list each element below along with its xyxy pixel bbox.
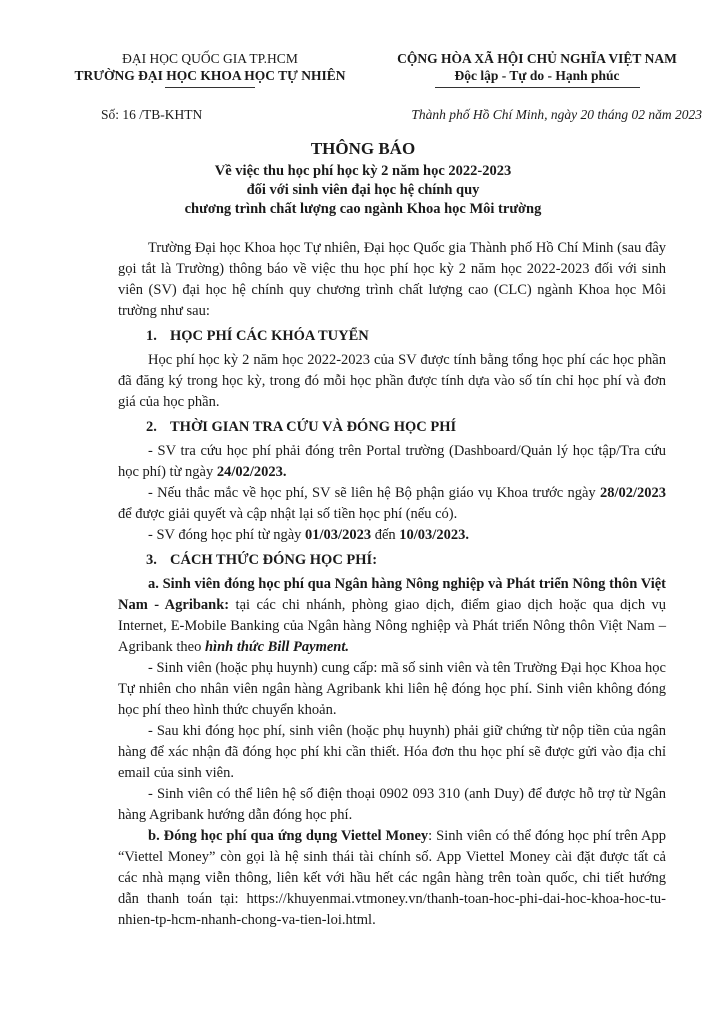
section-3b-title: b. Đóng học phí qua ứng dụng Viettel Money	[148, 828, 429, 844]
section-2-item-2-text: - Nếu thắc mắc về học phí, SV sẽ liên hệ Bộ phận giáo vụ Khoa trước ngày	[148, 485, 600, 501]
section-3-number: 3.	[146, 552, 157, 568]
section-1-paragraph: Học phí học kỳ 2 năm học 2022-2023 của SV được tính bằng tổng học phí các học phần đã đăng ký trong học kỳ, trong đó mỗi học phần được tính dựa vào số tín chỉ học phí và đơn giá của học phần.	[118, 352, 666, 410]
document-body	[118, 238, 666, 931]
section-3a-item-2: - Sau khi đóng học phí, sinh viên (hoặc phụ huynh) phải giữ chứng từ nộp tiền của ngân hàng để xác nhận đã đóng học phí khi cần thiết. Hóa đơn thu học phí sẽ được gửi vào địa chỉ email của sinh viên.	[118, 723, 666, 781]
section-1-title: HỌC PHÍ CÁC KHÓA TUYỂN	[170, 328, 369, 344]
section-2-item-3-mid: đến	[371, 527, 400, 543]
section-2-number: 2.	[146, 419, 157, 435]
section-3b-paragraph	[118, 826, 666, 931]
section-3b-text: : Sinh viên có thể đóng học phí trên App “Viettel Money” còn gọi là hệ sinh thái tài chính số. App Viettel Money cài đặt được tất cả các nhà mạng viễn thông, liên kết với hầu hết các ngân hàng trên toàn quốc, chi tiết hướng dẫn thanh toán tại: https://khuyenmai.vtmoney.vn/thanh-toan-hoc-phi-dai-hoc-khoa-hoc-tu-nhien-tp-hcm-nhanh-chong-va-tien-loi.html.	[118, 828, 666, 928]
section-2-item-3-from: 01/03/2023	[305, 527, 372, 543]
section-3a-item-3: - Sinh viên có thể liên hệ số điện thoại 0902 093 310 (anh Duy) để được hỗ trợ từ Ngân hàng Agribank hướng dẫn đóng học phí.	[118, 786, 666, 823]
section-2-item-1	[118, 441, 666, 483]
issuer-header	[60, 50, 360, 88]
section-3a-title: a. Sinh viên đóng học phí qua Ngân hàng Nông nghiệp và Phát triển Nông thôn Việt Nam - Agribank:	[118, 576, 666, 613]
national-title: CỘNG HÒA XÃ HỘI CHỦ NGHĨA VIỆT NAM	[397, 51, 677, 66]
title-main: THÔNG BÁO	[310, 139, 416, 158]
section-2-title: THỜI GIAN TRA CỨU VÀ ĐÓNG HỌC PHÍ	[170, 419, 457, 435]
intro-paragraph: Trường Đại học Khoa học Tự nhiên, Đại học Quốc gia Thành phố Hồ Chí Minh (sau đây gọi tắt là Trường) thông báo về việc thu học phí học kỳ 2 năm học 2022-2023 đối với sinh viên (SV) đại học hệ chính quy chương trình chất lượng cao (CLC) ngành Khoa học Môi trường như sau:	[118, 240, 666, 319]
document-title	[0, 138, 726, 219]
section-2-item-1-date: 24/02/2023.	[216, 464, 287, 480]
issuer-parent: ĐẠI HỌC QUỐC GIA TP.HCM	[122, 51, 298, 66]
issuer-underline	[165, 87, 255, 88]
title-line-3: chương trình chất lượng cao ngành Khoa học Môi trường	[184, 201, 542, 217]
motto-underline	[435, 87, 640, 88]
section-3-heading	[146, 550, 666, 571]
section-3a-item-1: - Sinh viên (hoặc phụ huynh) cung cấp: mã số sinh viên và tên Trường Đại học Khoa học Tự nhiên cho nhân viên ngân hàng Agribank khi liên hệ đóng học phí. Sinh viên không đóng học phí theo hình thức chuyển khoản.	[118, 660, 666, 718]
section-2-item-2-date: 28/02/2023	[599, 485, 666, 501]
national-header	[372, 50, 702, 88]
section-2-item-2-tail: để được giải quyết và cập nhật lại số tiền học phí (nếu có).	[118, 506, 458, 522]
section-2-item-2	[118, 483, 666, 525]
section-3-title: CÁCH THỨC ĐÓNG HỌC PHÍ:	[170, 552, 378, 568]
section-2-item-3-to: 10/03/2023.	[399, 527, 469, 543]
section-3a-paragraph	[118, 574, 666, 658]
reference-number: Số: 16 /TB-KHTN	[101, 107, 203, 122]
section-1-number: 1.	[146, 328, 157, 344]
section-1-heading	[146, 326, 666, 347]
section-2-item-3-text: - SV đóng học phí từ ngày	[148, 527, 306, 543]
issue-date: Thành phố Hồ Chí Minh, ngày 20 tháng 02 năm 2023	[411, 107, 702, 122]
section-3a-method: hình thức Bill Payment.	[204, 639, 350, 655]
title-line-2: đối với sinh viên đại học hệ chính quy	[246, 182, 480, 198]
section-2-item-3	[118, 525, 666, 546]
section-2-item-1-text: - SV tra cứu học phí phải đóng trên Portal trường (Dashboard/Quản lý học tập/Tra cứu học phí) từ ngày	[118, 443, 666, 480]
section-3a-text: tại các chi nhánh, phòng giao dịch, điểm giao dịch hoặc qua dịch vụ Internet, E-Mobile Banking của Ngân hàng Nông nghiệp và Phát triển Nông thôn Việt Nam – Agribank theo	[118, 597, 666, 655]
title-line-1: Về việc thu học phí học kỳ 2 năm học 2022-2023	[214, 163, 512, 179]
national-motto: Độc lập - Tự do - Hạnh phúc	[454, 68, 620, 83]
section-2-heading	[146, 417, 666, 438]
issuer-name: TRƯỜNG ĐẠI HỌC KHOA HỌC TỰ NHIÊN	[74, 68, 346, 83]
